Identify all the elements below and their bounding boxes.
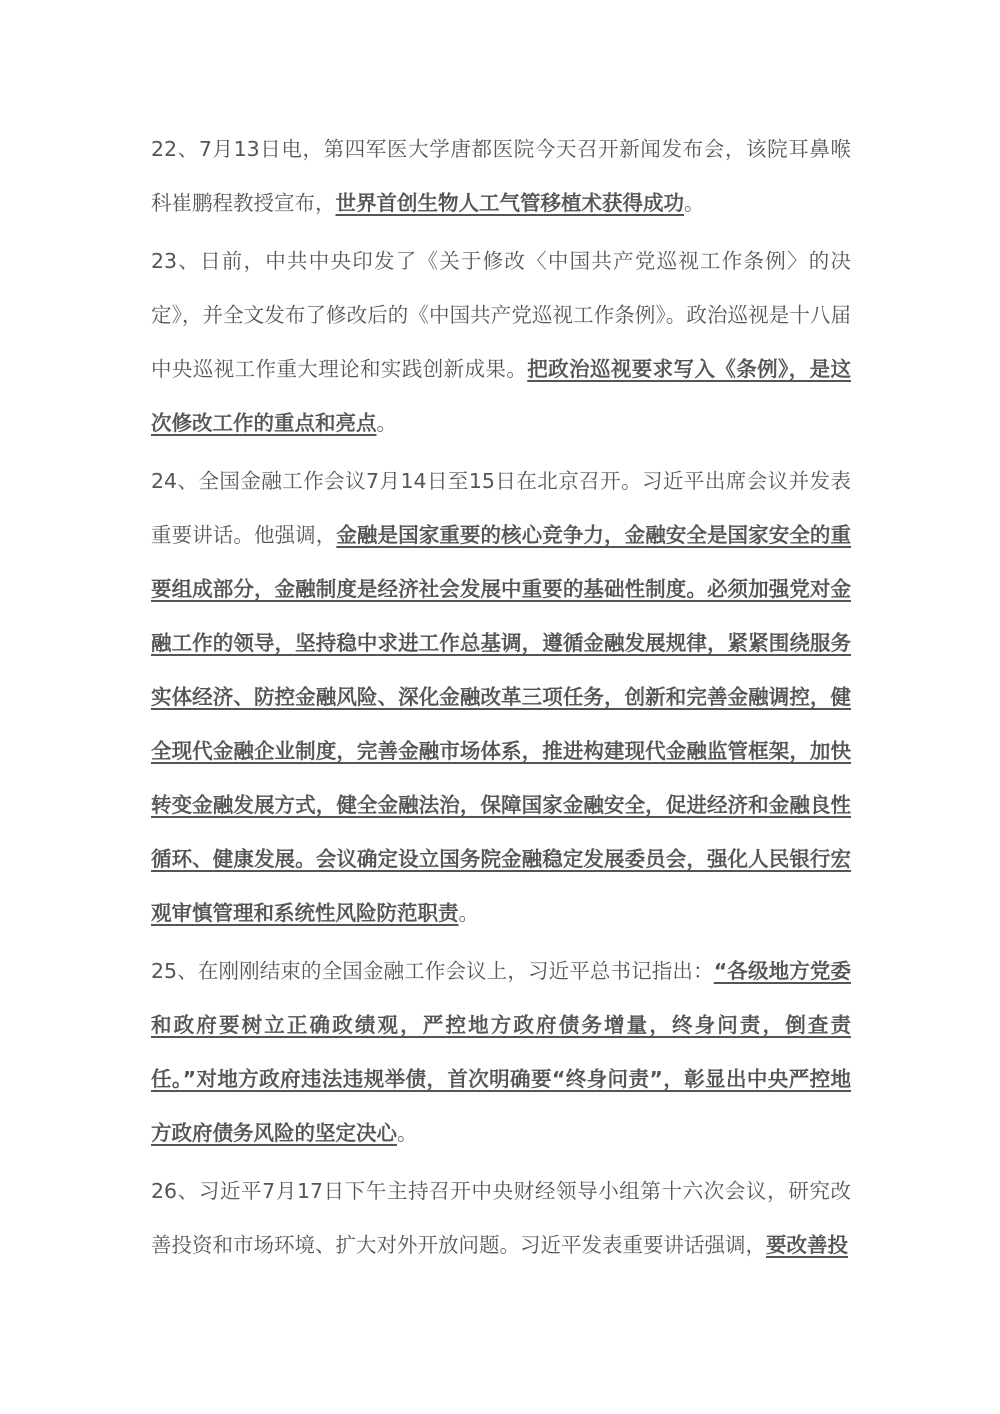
emphasized-text: 把政治巡视要求写入《条例》，是这次修改工作的重点和亮点 [151, 357, 852, 435]
document-page [151, 122, 851, 1276]
paragraph-23 [151, 234, 851, 450]
paragraph-text: 23、日前，中共中央印发了《关于修改〈中国共产党巡视工作条例〉的决定》，并全文发布了修改后的《中国共产党巡视工作条例》。政治巡视是十八届中央巡视工作重大理论和实践创新成果。 [151, 249, 851, 381]
paragraph-text: 。 [684, 191, 705, 215]
emphasized-text: 世界首创生物人工气管移植术获得成功 [335, 191, 684, 215]
emphasized-text: 要改善投 [766, 1233, 848, 1257]
paragraph-26 [151, 1164, 851, 1272]
paragraph-text: 22、7月13日电，第四军医大学唐都医院今天召开新闻发布会，该院耳鼻喉科崔鹏程教授宣布， [151, 137, 851, 215]
paragraph-25 [151, 944, 851, 1160]
emphasized-text: 金融是国家重要的核心竞争力，金融安全是国家安全的重要组成部分，金融制度是经济社会发展中重要的基础性制度。必须加强党对金融工作的领导，坚持稳中求进工作总基调，遵循金融发展规律，紧紧围绕服务实体经济、防控金融风险、深化金融改革三项任务，创新和完善金融调控，健全现代金融企业制度，完善金融市场体系，推进构建现代金融监管框架，加快转变金融发展方式，健全金融法治，保障国家金融安全，促进经济和金融良性循环、健康发展。会议确定设立国务院金融稳定发展委员会，强化人民银行宏观审慎管理和系统性风险防范职责 [151, 523, 852, 925]
emphasized-text: “各级地方党委和政府要树立正确政绩观，严控地方政府债务增量，终身问责，倒查责任。”对地方政府违法违规举债，首次明确要“终身问责”，彰显出中央严控地方政府债务风险的坚定决心 [151, 959, 851, 1145]
paragraph-24 [151, 454, 851, 940]
paragraph-text: 26、习近平7月17日下午主持召开中央财经领导小组第十六次会议，研究改善投资和市场环境、扩大对外开放问题。习近平发表重要讲话强调， [151, 1179, 851, 1257]
paragraph-text: 。 [376, 411, 397, 435]
paragraph-22 [151, 122, 851, 230]
paragraph-text: 。 [397, 1121, 418, 1145]
paragraph-text: 25、在刚刚结束的全国金融工作会议上，习近平总书记指出： [151, 959, 714, 983]
paragraph-text: 。 [458, 901, 479, 925]
paragraph-text: 24、全国金融工作会议7月14日至15日在北京召开。习近平出席会议并发表重要讲话。他强调， [151, 469, 851, 547]
